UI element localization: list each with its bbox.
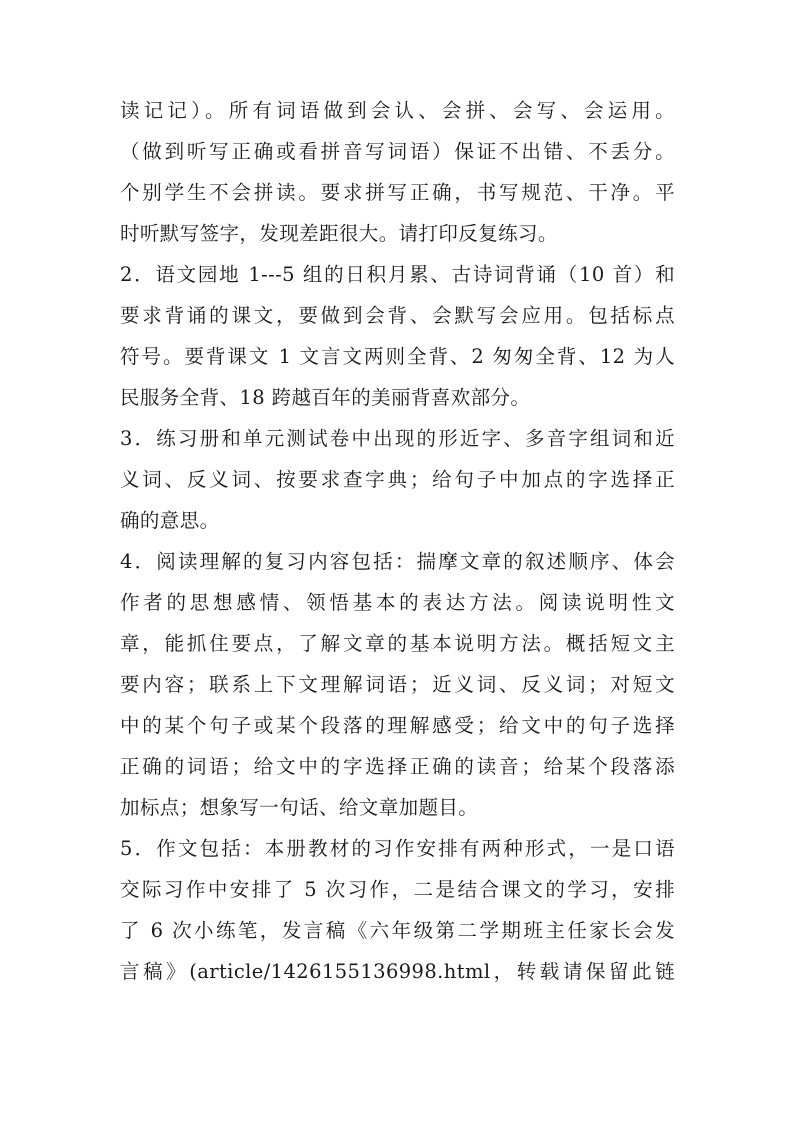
text-line: 符号。要背课文 1 文言文两则全背、2 匆匆全背、12 为人 (120, 345, 675, 368)
document-body (120, 90, 675, 992)
text-line: 民服务全背、18 跨越百年的美丽背喜欢部分。 (120, 386, 531, 409)
text-line: 义词、反义词、按要求查字典；给句子中加点的字选择正 (120, 468, 675, 491)
text-line: 5．作文包括：本册教材的习作安排有两种形式，一是口语 (120, 837, 675, 860)
text-line: 确的意思。 (120, 509, 220, 532)
text-line: 3．练习册和单元测试卷中出现的形近字、多音字组词和近 (120, 427, 675, 450)
text-line: 作者的思想感情、领悟基本的表达方法。阅读说明性文 (120, 591, 675, 614)
text-line: （做到听写正确或看拼音写词语）保证不出错、不丢分。 (120, 140, 675, 163)
text-line: 了 6 次小练笔，发言稿《六年级第二学期班主任家长会发 (120, 919, 675, 942)
text-line: 言稿》(article/1426155136998.html，转载请保留此链 (120, 960, 675, 983)
text-line: 个别学生不会拼读。要求拼写正确，书写规范、干净。平 (120, 181, 675, 204)
text-line: 交际习作中安排了 5 次习作，二是结合课文的学习，安排 (120, 878, 675, 901)
text-line: 加标点；想象写一句话、给文章加题目。 (120, 796, 479, 819)
text-line: 2．语文园地 1---5 组的日积月累、古诗词背诵（10 首）和 (120, 263, 675, 286)
text-line: 要求背诵的课文，要做到会背、会默写会应用。包括标点 (120, 304, 675, 327)
text-line: 要内容；联系上下文理解词语；近义词、反义词；对短文 (120, 673, 675, 696)
text-line: 中的某个句子或某个段落的理解感受；给文中的句子选择 (120, 714, 675, 737)
text-line: 章，能抓住要点，了解文章的基本说明方法。概括短文主 (120, 632, 675, 655)
text-line: 时听默写签字，发现差距很大。请打印反复练习。 (120, 222, 558, 245)
text-line: 读记记）。所有词语做到会认、会拼、会写、会运用。 (120, 99, 675, 122)
text-line: 4．阅读理解的复习内容包括：揣摩文章的叙述顺序、体会 (120, 550, 675, 573)
text-line: 正确的词语；给文中的字选择正确的读音；给某个段落添 (120, 755, 675, 778)
